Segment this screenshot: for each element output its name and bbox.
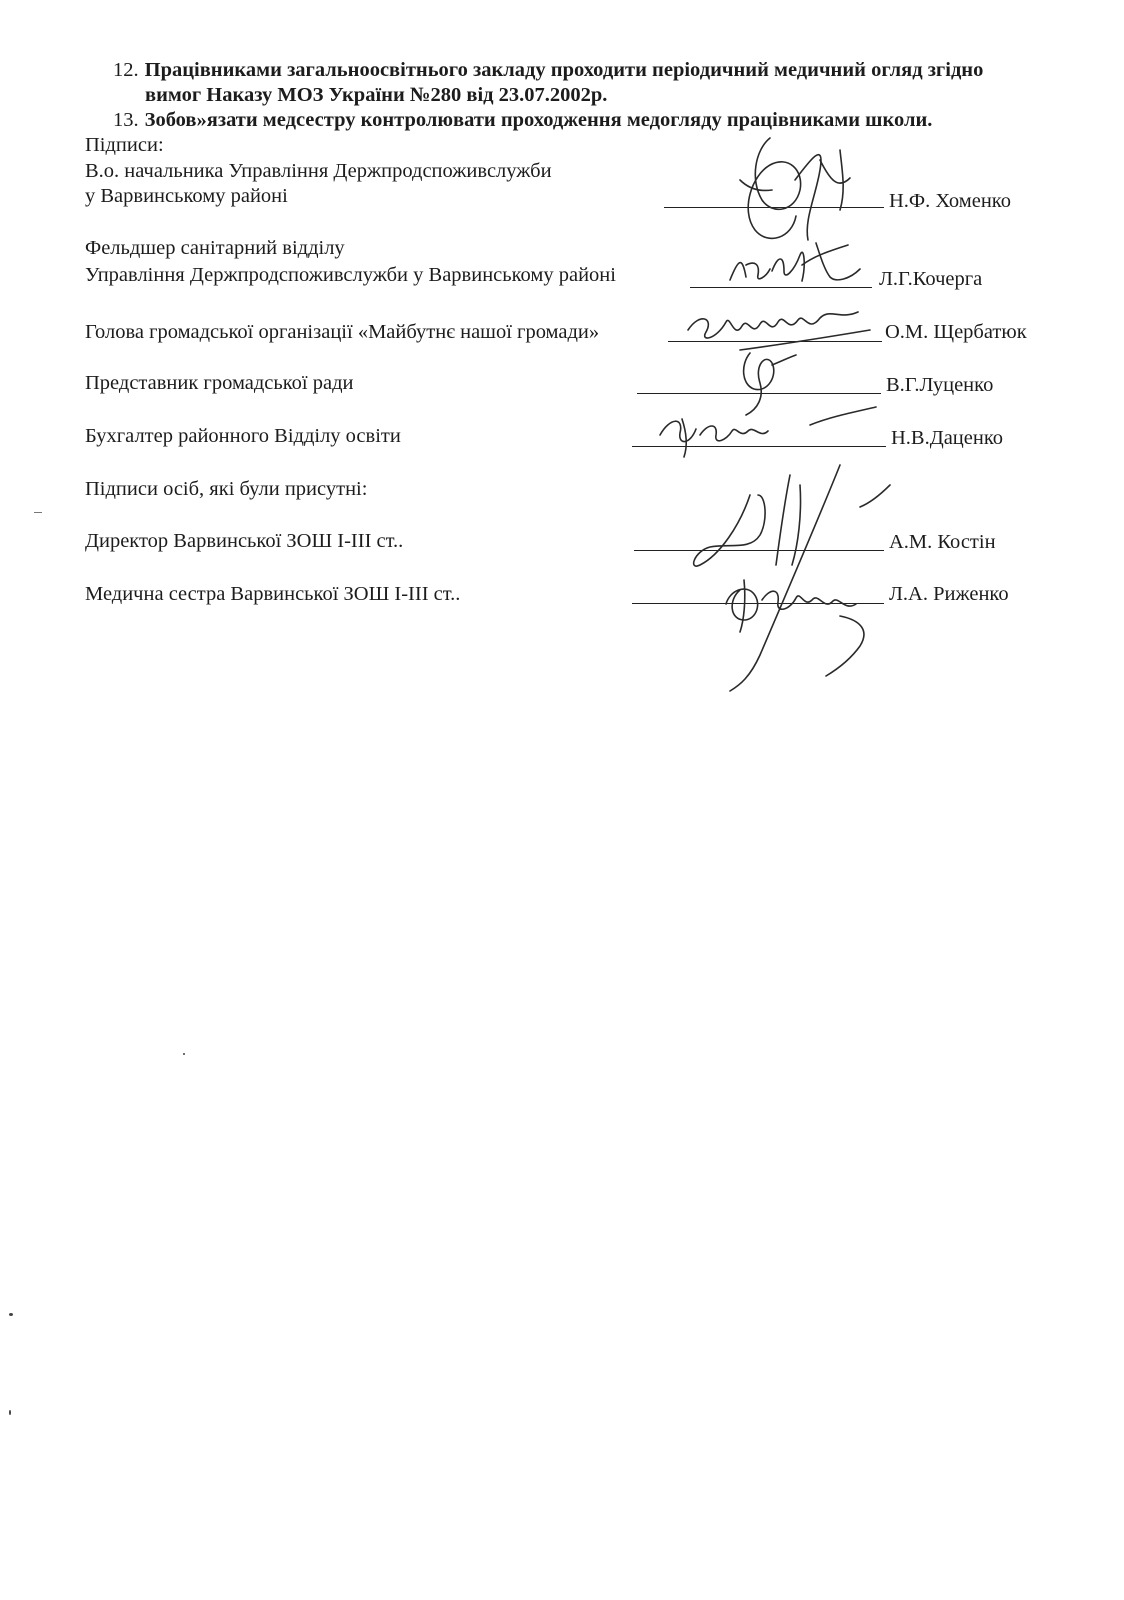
signatory-title-line: Голова громадської організації «Майбутнє нашої громади» — [85, 321, 600, 343]
signature-line — [664, 207, 884, 208]
handwritten-signature-ryzhenko — [700, 560, 900, 680]
handwritten-signature-datsenko — [650, 405, 900, 485]
signatory-name: Н.В.Даценко — [891, 427, 1004, 449]
handwritten-signature-lutsenko — [720, 345, 830, 425]
handwritten-signature-shcherbatiuk — [680, 300, 880, 370]
list-item-12-continuation: вимог Наказу МОЗ України №280 від 23.07.2002р. — [145, 84, 608, 106]
present-name: Л.А. Риженко — [889, 583, 1009, 605]
signatures-heading: Підписи: — [85, 134, 164, 156]
scan-speck — [183, 1053, 185, 1055]
signature-line — [668, 341, 882, 342]
present-title: Медична сестра Варвинської ЗОШ І-ІІІ ст.. — [85, 583, 461, 605]
signatory-title-line: Представник громадської ради — [85, 372, 354, 394]
list-item-13 — [113, 109, 932, 133]
signature-line — [637, 393, 881, 394]
present-name: А.М. Костін — [889, 531, 996, 553]
signature-line — [632, 446, 886, 447]
signatory-title-line: у Варвинському районі — [85, 185, 288, 207]
signatory-title-line: В.о. начальника Управління Держпродспоживслужби — [85, 160, 552, 182]
item-number: 12. — [113, 59, 139, 81]
scan-speck — [9, 1313, 13, 1316]
present-heading: Підписи осіб, які були присутні: — [85, 478, 368, 500]
handwritten-signature-kostin — [680, 455, 910, 695]
item-text-line1: Зобов»язати медсестру контролювати проходження медогляду працівниками школи. — [144, 109, 933, 131]
signatory-title-line: Управління Держпродспоживслужби у Варвинському районі — [85, 264, 616, 286]
item-number: 13. — [113, 109, 139, 131]
item-text-line1: Працівниками загальноосвітнього закладу проходити періодичний медичний огляд згідно — [144, 59, 984, 81]
signatory-name: Н.Ф. Хоменко — [889, 190, 1011, 212]
list-item-12 — [113, 59, 983, 83]
signatory-name: О.М. Щербатюк — [885, 321, 1027, 343]
signatory-title-line: Фельдшер санітарний відділу — [85, 237, 345, 259]
signatory-title-line: Бухгалтер районного Відділу освіти — [85, 425, 401, 447]
scan-speck — [9, 1410, 11, 1415]
signature-line — [690, 287, 872, 288]
present-title: Директор Варвинської ЗОШ І-ІІІ ст.. — [85, 530, 404, 552]
signatory-name: Л.Г.Кочерга — [879, 268, 983, 290]
handwritten-signature-khomenko — [700, 120, 870, 260]
signature-line — [634, 550, 884, 551]
signature-line — [632, 603, 884, 604]
scan-speck — [34, 512, 42, 513]
handwritten-signature-kocherga — [720, 225, 880, 305]
signatory-name: В.Г.Луценко — [886, 374, 994, 396]
